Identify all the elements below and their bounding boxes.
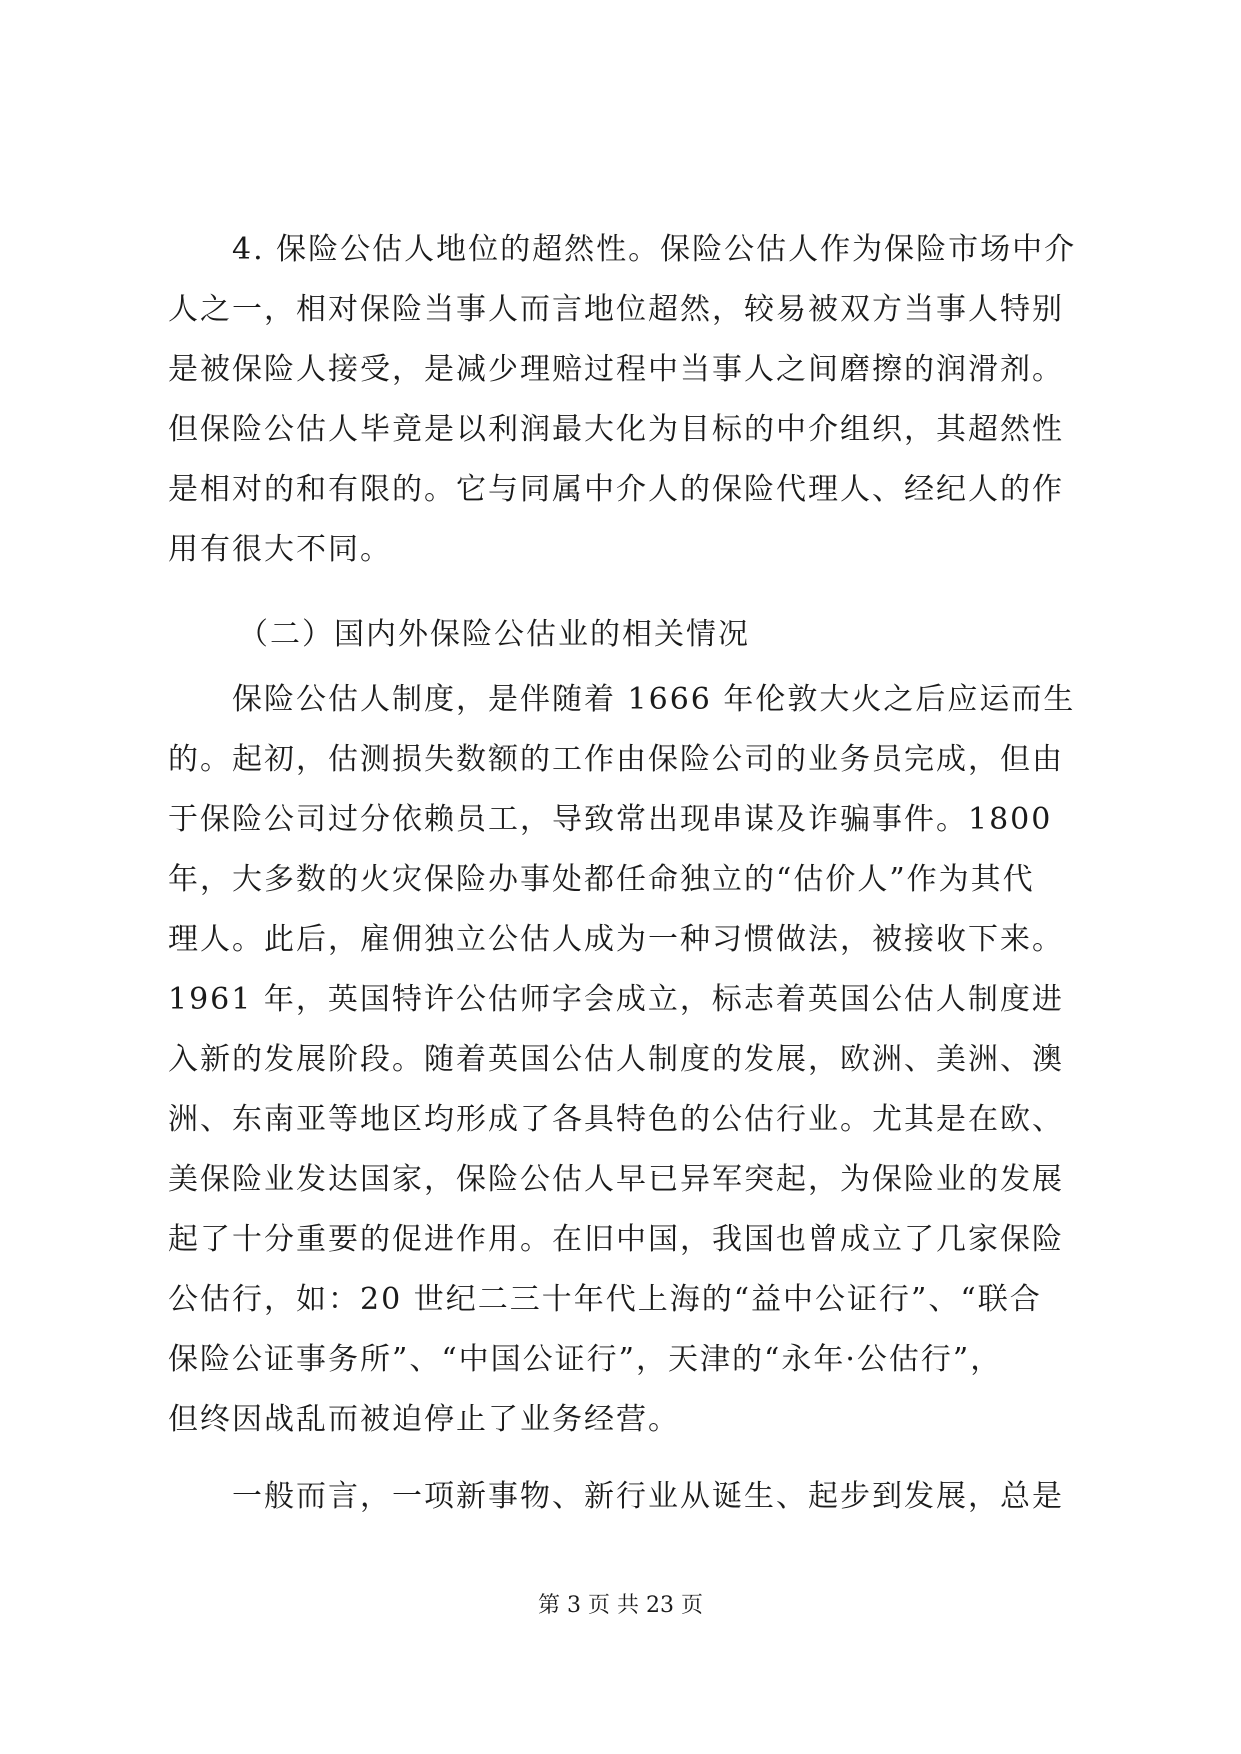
paragraph-line: 保险公证事务所”、“中国公证行”，天津的“永年·公估行”， [168,1342,1003,1377]
page-number-footer: 第 3 页 共 23 页 [538,1593,703,1618]
paragraph-line: 年，大多数的火灾保险办事处都任命独立的“估价人”作为其代 [168,862,1035,897]
paragraph-line: 4. 保险公估人地位的超然性。保险公估人作为保险市场中介 [232,232,1077,267]
paragraph-line: 人之一，相对保险当事人而言地位超然，较易被双方当事人特别 [168,292,1064,327]
paragraph-line: 理人。此后，雇佣独立公估人成为一种习惯做法，被接收下来。 [168,922,1064,957]
paragraph-line: 洲、东南亚等地区均形成了各具特色的公估行业。尤其是在欧、 [168,1102,1064,1137]
paragraph-line: 1961 年，英国特许公估师字会成立，标志着英国公估人制度进 [168,982,1064,1017]
paragraph-line: 是被保险人接受，是减少理赔过程中当事人之间磨擦的润滑剂。 [168,352,1064,387]
paragraph-line: 起了十分重要的促进作用。在旧中国，我国也曾成立了几家保险 [168,1222,1064,1257]
paragraph-line: 是相对的和有限的。它与同属中介人的保险代理人、经纪人的作 [168,472,1064,507]
paragraph-line: 用有很大不同。 [168,532,392,567]
paragraph-line: 保险公估人制度，是伴随着 1666 年伦敦大火之后应运而生 [232,682,1076,717]
paragraph-line: 的。起初，估测损失数额的工作由保险公司的业务员完成，但由 [168,742,1064,777]
paragraph-line: 公估行，如：20 世纪二三十年代上海的“益中公证行”、“联合 [168,1282,1042,1317]
paragraph-line: 美保险业发达国家，保险公估人早已异军突起，为保险业的发展 [168,1162,1064,1197]
paragraph-line: 一般而言，一项新事物、新行业从诞生、起步到发展，总是 [232,1479,1064,1514]
paragraph-line: 入新的发展阶段。随着英国公估人制度的发展，欧洲、美洲、澳 [168,1042,1064,1077]
paragraph-line: 但保险公估人毕竟是以利润最大化为目标的中介组织，其超然性 [168,412,1064,447]
paragraph-line: 但终因战乱而被迫停止了业务经营。 [168,1402,680,1437]
section-heading: （二）国内外保险公估业的相关情况 [238,617,750,652]
paragraph-line: 于保险公司过分依赖员工，导致常出现串谋及诈骗事件。1800 [168,802,1053,837]
